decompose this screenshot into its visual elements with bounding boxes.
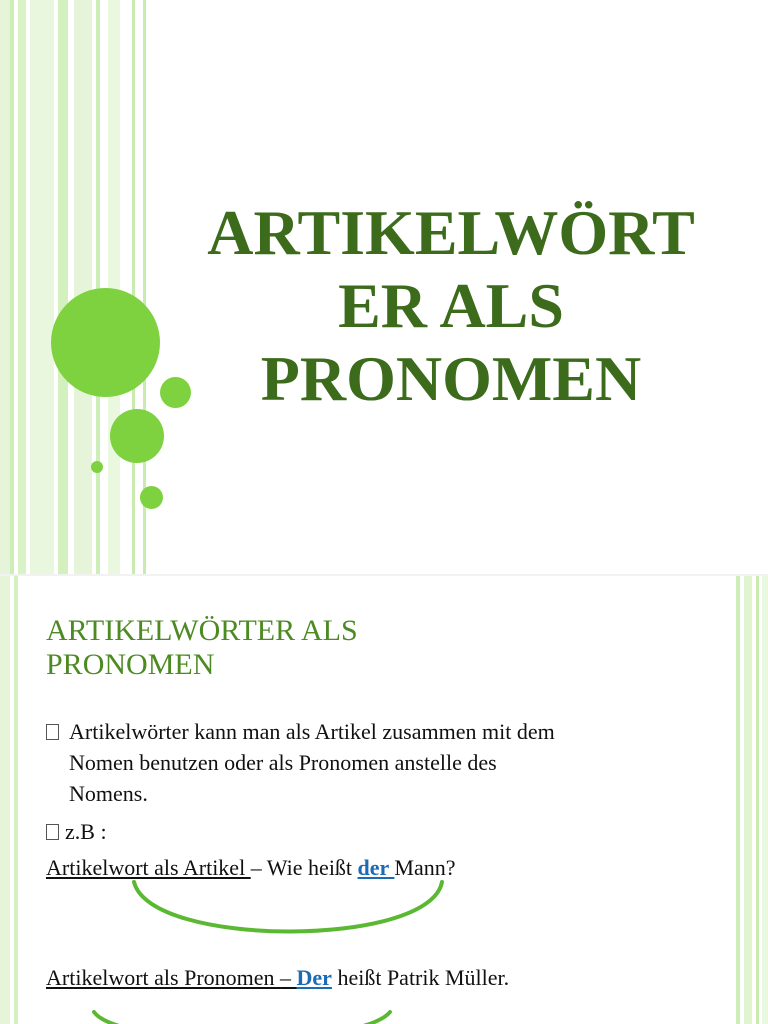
arc-path (94, 1012, 390, 1024)
title-line: ER ALS (338, 270, 564, 341)
bullet-text: z.B : (65, 819, 107, 844)
square-bullet-icon (46, 824, 59, 840)
decor-circle-tiny (91, 461, 103, 473)
decor-stripe (736, 576, 740, 1024)
decor-stripe (14, 576, 18, 1024)
decor-stripe (30, 0, 54, 576)
bullet-paragraph (69, 716, 709, 809)
connector-arc (90, 1008, 410, 1024)
example-highlight: Der (296, 965, 332, 990)
bullet-marker (46, 716, 65, 747)
decor-stripe (10, 0, 14, 576)
example-dash: – Wie heißt (250, 855, 358, 880)
bullet-line: Nomen benutzen oder als Pronomen anstelle des (69, 750, 497, 775)
decor-circle-small (160, 377, 191, 408)
example-label: Artikelwort als Artikel (46, 855, 251, 880)
example-dash: – (280, 965, 297, 990)
square-bullet-icon (46, 724, 59, 740)
heading-line: PRONOMEN (46, 648, 215, 681)
decor-circle-medium (110, 409, 164, 463)
title-line: ARTIKELWÖRT (207, 197, 695, 268)
example-pronoun (46, 962, 509, 993)
heading-line: ARTIKELWÖRTER ALS (46, 614, 358, 647)
bullet-item (46, 816, 107, 847)
example-highlight: der (357, 855, 395, 880)
arc-path (134, 882, 442, 932)
slide-title (196, 196, 706, 415)
decor-circle-large (51, 288, 160, 397)
decor-stripe (58, 0, 68, 576)
decor-stripe (0, 0, 10, 576)
example-label: Artikelwort als Pronomen (46, 965, 281, 990)
decor-stripe (756, 576, 759, 1024)
decor-stripe (0, 576, 10, 1024)
decor-stripe (744, 576, 752, 1024)
bullet-line: Artikelwörter kann man als Artikel zusammen mit dem (69, 719, 555, 744)
content-slide (0, 576, 768, 1024)
example-rest: heißt Patrik Müller. (331, 965, 510, 990)
decor-stripe (74, 0, 92, 576)
decor-stripe (18, 0, 26, 576)
slide-heading (46, 614, 606, 682)
decor-stripe (132, 0, 135, 576)
title-line: PRONOMEN (260, 343, 642, 414)
connector-arc (130, 878, 450, 938)
decor-stripe (762, 576, 768, 1024)
bullet-line: Nomens. (69, 781, 148, 806)
decor-circle-small (140, 486, 163, 509)
example-rest: Mann? (394, 855, 456, 880)
